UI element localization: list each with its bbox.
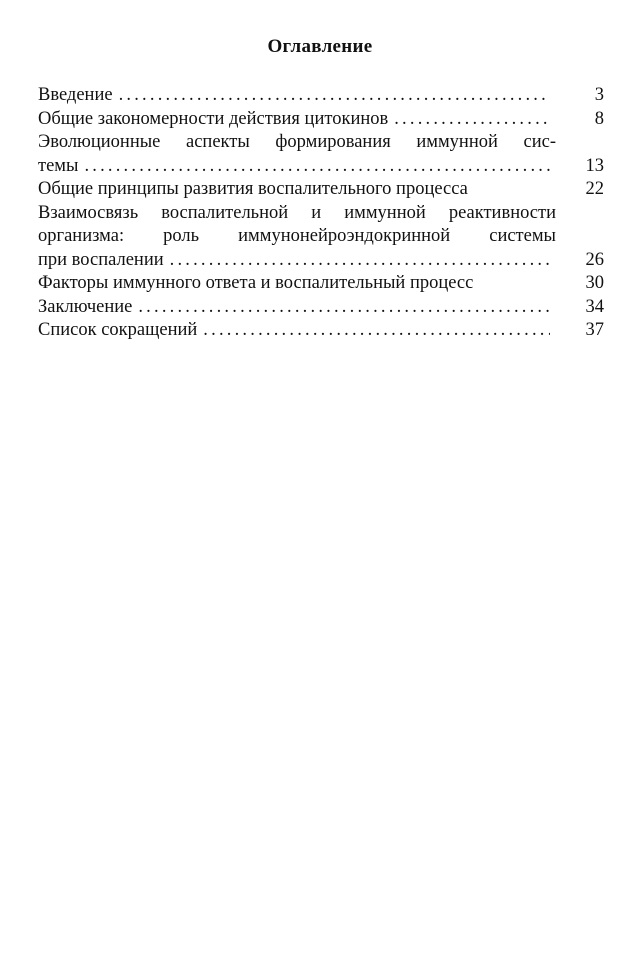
toc-entry-title: Общие закономерности действия цитокинов (38, 108, 389, 129)
toc-page-number: 37 (585, 320, 604, 340)
toc-page-number: 26 (585, 249, 604, 270)
toc-entry-abbreviations (38, 319, 604, 343)
toc-entry-title: темы (38, 155, 79, 176)
toc-entry-title: при воспалении (38, 249, 164, 270)
toc-entry-evolution (38, 131, 604, 178)
toc-page-number: 3 (594, 85, 604, 105)
dot-leader (170, 249, 550, 273)
toc-entry-interrelation (38, 202, 604, 273)
toc-page-number: 30 (585, 273, 604, 293)
toc-page-number: 34 (585, 296, 604, 317)
toc-entry-title-line: Взаимосвязь воспалительной и иммунной реактивности (38, 202, 556, 223)
toc-entry-title: Заключение (38, 296, 133, 317)
toc-entry-immune-factors (38, 272, 604, 296)
toc-entry-title: Общие принципы развития воспалительного процесса (38, 179, 468, 199)
table-of-contents (38, 84, 604, 343)
toc-entry-conclusion (38, 296, 604, 320)
toc-entry-cytokines (38, 108, 604, 132)
dot-leader (203, 319, 550, 343)
toc-entry-title: Список сокращений (38, 320, 198, 340)
dot-leader (119, 84, 550, 108)
toc-entry-inflammation-principles (38, 178, 604, 202)
toc-entry-title-line: Эволюционные аспекты формирования иммунной сис- (38, 132, 556, 152)
toc-entry-title: Введение (38, 85, 113, 105)
toc-page-number: 22 (585, 179, 604, 199)
dot-leader (394, 108, 550, 132)
toc-entry-title-line: организма: роль иммунонейроэндокринной системы (38, 226, 556, 246)
toc-page-number: 8 (594, 108, 604, 129)
page-title: Оглавление (267, 36, 373, 57)
toc-page-number: 13 (585, 155, 604, 176)
dot-leader (138, 296, 550, 320)
toc-entry-introduction (38, 84, 604, 108)
toc-entry-title: Факторы иммунного ответа и воспалительный процесс (38, 273, 474, 293)
dot-leader (84, 155, 550, 179)
